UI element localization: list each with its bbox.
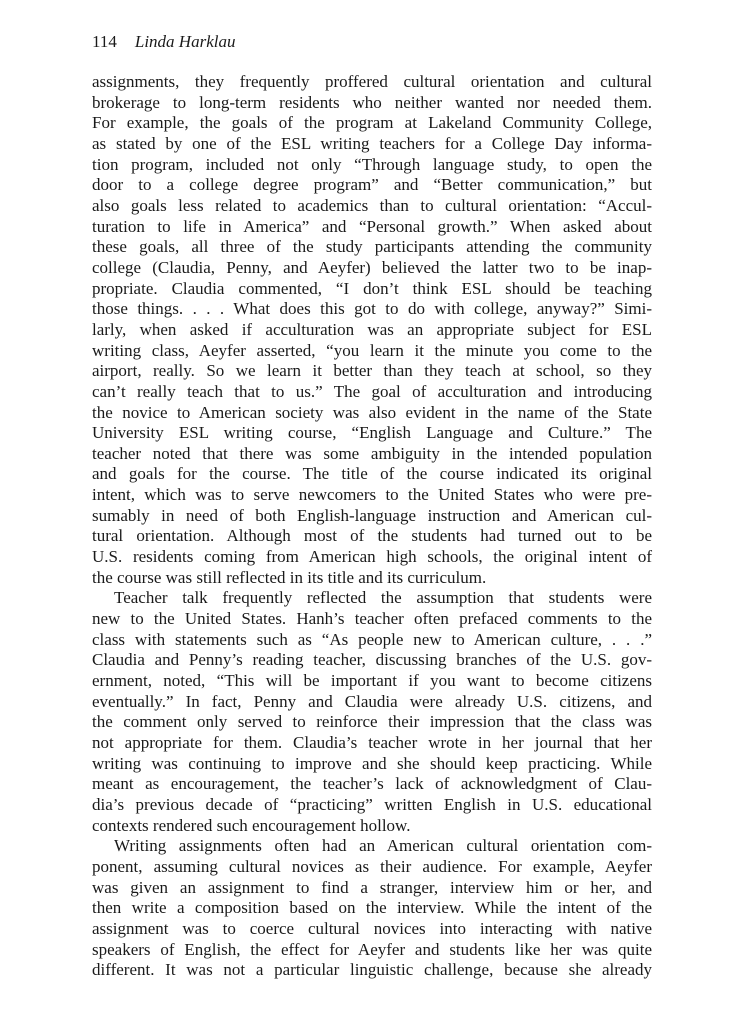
text-line: these goals, all three of the study participants attending the community	[92, 237, 652, 257]
text-line: not appropriate for them. Claudia’s teacher wrote in her journal that her	[92, 733, 652, 752]
text-line: sumably in need of both English-language instruction and American cul-	[92, 505, 652, 525]
text-line: turation to life in America” and “Personal growth.” When asked about	[92, 216, 652, 236]
text-line: dia’s previous decade of “practicing” written English in U.S. educational	[92, 794, 652, 814]
text-line: speakers of English, the effect for Aeyfer and students like her was quite	[92, 939, 652, 959]
text-line: intent, which was to serve newcomers to the United States who were pre-	[92, 485, 652, 505]
text-line: the novice to American society was also evident in the name of the State	[92, 402, 652, 422]
text-line: assignment was to coerce cultural novices into interacting with native	[92, 918, 652, 938]
text-line: assignments, they frequently proffered cultural orientation and cultural	[92, 72, 652, 91]
text-line: writing class, Aeyfer asserted, “you learn it the minute you come to the	[92, 340, 652, 360]
text-line: was given an assignment to find a stranger, interview him or her, and	[92, 877, 652, 897]
text-line: meant as encouragement, the teacher’s lack of acknowledgment of Clau-	[92, 774, 652, 794]
text-line: airport, really. So we learn it better than they teach at school, so they	[92, 361, 652, 381]
text-line: can’t really teach that to us.” The goal of acculturation and introducing	[92, 381, 652, 401]
text-line: Writing assignments often had an American cultural orientation com-	[114, 836, 652, 856]
body-text	[92, 72, 652, 981]
text-line: writing was continuing to improve and she should keep practicing. While	[92, 753, 652, 773]
text-line: ernment, noted, “This will be important if you want to become citizens	[92, 671, 652, 691]
text-line: brokerage to long-term residents who neither wanted nor needed them.	[92, 92, 652, 112]
text-line: University ESL writing course, “English Language and Culture.” The	[92, 423, 652, 443]
text-line: also goals less related to academics than to cultural orientation: “Accul-	[92, 195, 652, 215]
text-line: those things. . . . What does this got to do with college, anyway?” Simi-	[92, 299, 652, 319]
paragraph	[92, 72, 652, 588]
text-line: For example, the goals of the program at Lakeland Community College,	[92, 113, 652, 133]
running-head	[92, 30, 652, 54]
text-line: contexts rendered such encouragement hollow.	[92, 815, 411, 835]
text-line: larly, when asked if acculturation was an appropriate subject for ESL	[92, 319, 652, 339]
text-line: tural orientation. Although most of the students had turned out to be	[92, 526, 652, 546]
text-line: as stated by one of the ESL writing teachers for a College Day informa-	[92, 133, 652, 153]
text-line: Teacher talk frequently reflected the assumption that students were	[114, 588, 652, 608]
text-line: eventually.” In fact, Penny and Claudia were already U.S. citizens, and	[92, 691, 652, 711]
paragraph	[92, 836, 652, 981]
text-line: then write a composition based on the interview. While the intent of the	[92, 898, 652, 918]
book-page	[92, 30, 652, 981]
text-line: different. It was not a particular linguistic challenge, because she already	[92, 960, 652, 980]
text-line: new to the United States. Hanh’s teacher often prefaced comments to the	[92, 609, 652, 629]
text-line: tion program, included not only “Through language study, to open the	[92, 154, 652, 174]
text-line: college (Claudia, Penny, and Aeyfer) believed the latter two to be inap-	[92, 257, 652, 277]
text-line: U.S. residents coming from American high schools, the original intent of	[92, 547, 652, 567]
text-line: class with statements such as “As people new to American culture, . . .”	[92, 629, 652, 649]
text-line: Claudia and Penny’s reading teacher, discussing branches of the U.S. gov-	[92, 650, 652, 670]
text-line: door to a college degree program” and “Better communication,” but	[92, 175, 652, 195]
paragraph	[92, 588, 652, 836]
text-line: ponent, assuming cultural novices as their audience. For example, Aeyfer	[92, 856, 652, 876]
text-line: teacher noted that there was some ambiguity in the intended population	[92, 443, 652, 463]
page-number: 114	[92, 32, 117, 51]
running-head-author: Linda Harklau	[134, 32, 236, 51]
text-line: the course was still reflected in its title and its curriculum.	[92, 567, 487, 587]
text-line: the comment only served to reinforce their impression that the class was	[92, 712, 652, 732]
text-line: propriate. Claudia commented, “I don’t think ESL should be teaching	[92, 278, 652, 298]
text-line: and goals for the course. The title of the course indicated its original	[92, 464, 652, 484]
